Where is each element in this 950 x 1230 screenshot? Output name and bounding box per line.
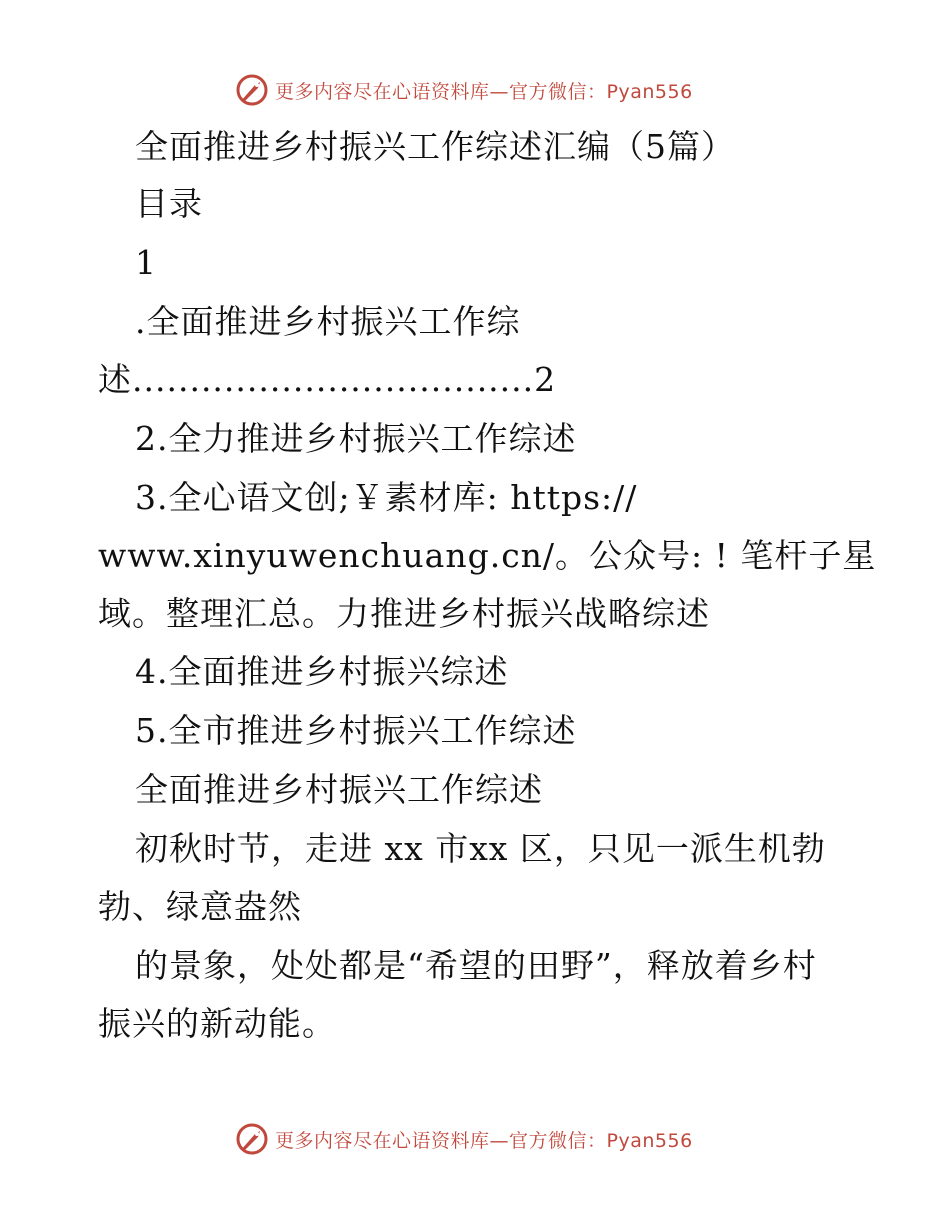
pen-logo-icon — [235, 1122, 269, 1156]
pen-logo-icon — [235, 73, 269, 107]
toc-item-5: 5.全市推进乡村振兴工作综述 — [135, 711, 577, 750]
toc-item-1-title: .全面推进乡村振兴工作综 — [135, 302, 521, 341]
header-watermark — [235, 73, 693, 107]
paragraph-2-line-1: 的景象，处处都是“希望的田野”，释放着乡村 — [135, 946, 817, 985]
toc-item-2: 2.全力推进乡村振兴工作综述 — [135, 419, 577, 458]
watermark-text: 更多内容尽在心语资料库—官方微信：Pyan556 — [275, 1129, 693, 1152]
watermark-text: 更多内容尽在心语资料库—官方微信：Pyan556 — [275, 80, 693, 103]
toc-item-3-line-3: 域。整理汇总。力推进乡村振兴战略综述 — [98, 594, 710, 633]
paragraph-1-line-2: 勃、绿意盎然 — [98, 887, 302, 926]
paragraph-1-line-1: 初秋时节，走进 xx 市xx 区，只见一派生机勃 — [135, 829, 826, 868]
toc-item-1-number: 1 — [135, 243, 157, 282]
footer-watermark — [235, 1122, 693, 1156]
toc-item-4: 4.全面推进乡村振兴综述 — [135, 652, 509, 691]
toc-heading: 目录 — [135, 184, 203, 223]
toc-item-3-line-2: www.xinyuwenchuang.cn/。公众号: ! 笔杆子星 — [98, 536, 877, 575]
article-title: 全面推进乡村振兴工作综述 — [135, 770, 543, 809]
document-title: 全面推进乡村振兴工作综述汇编（5篇） — [135, 127, 735, 166]
toc-item-3-line-1: 3.全心语文创;￥素材库: https:// — [135, 478, 638, 517]
toc-item-1-leader: 述...................................2 — [98, 360, 557, 399]
paragraph-2-line-2: 振兴的新动能。 — [98, 1004, 336, 1043]
